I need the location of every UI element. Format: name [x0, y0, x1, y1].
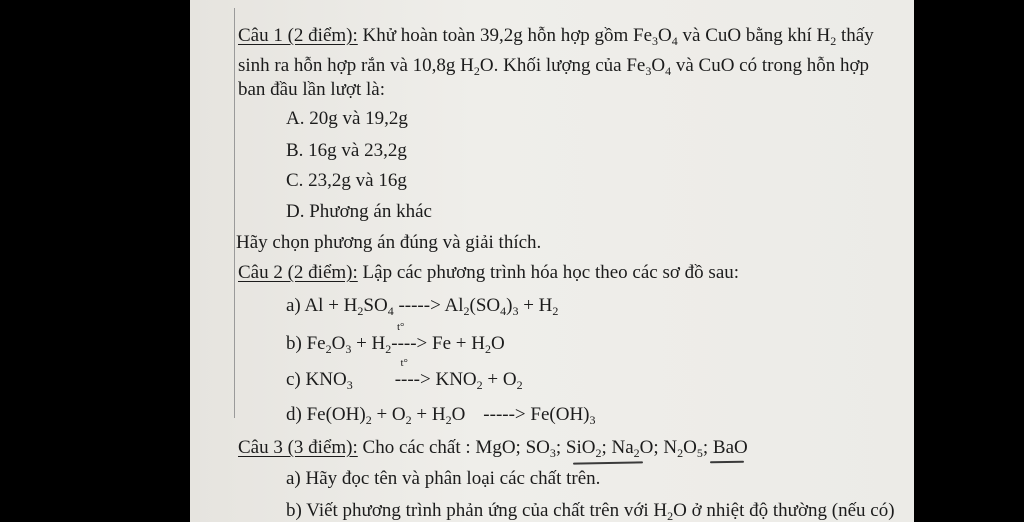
q3-text: ; Na — [601, 437, 634, 458]
subscript: 4 — [500, 304, 507, 318]
subscript: 5 — [696, 446, 703, 460]
margin-rule — [234, 8, 235, 418]
q3-part-b — [286, 500, 895, 522]
q2-intro: Lập các phương trình hóa học theo các sơ đồ sau: — [357, 262, 740, 283]
q2-heading: Câu 2 (2 điểm): — [238, 262, 358, 283]
arrow: -----> — [393, 295, 445, 316]
subscript: 4 — [671, 34, 678, 48]
subscript: 2 — [667, 509, 674, 522]
subscript: 2 — [463, 304, 470, 318]
subscript: 2 — [830, 34, 837, 48]
q1-option-a: A. 20g và 19,2g — [286, 108, 408, 129]
subscript: 2 — [677, 446, 684, 460]
heat-arrow — [391, 321, 411, 355]
eq-text: O — [451, 404, 466, 425]
temperature-label: t° — [397, 321, 405, 333]
q1-text: và CuO bằng khí H — [677, 25, 831, 46]
subscript: 2 — [516, 378, 523, 392]
pen-underline-mark — [710, 461, 744, 464]
q1-text: Khử hoàn toàn 39,2g hỗn hợp gồm Fe — [357, 25, 653, 46]
arrow: --- — [394, 369, 414, 390]
q3-text: O ở nhiệt độ thường (nếu có) — [673, 500, 895, 521]
eq-text: + O — [371, 404, 406, 425]
q1-heading: Câu 1 (2 điểm): — [238, 25, 358, 46]
exam-paper — [190, 0, 914, 522]
q1-text: O — [658, 25, 672, 46]
subscript: 3 — [652, 34, 659, 48]
eq-text: + O — [482, 369, 517, 390]
eq-text: O — [331, 333, 346, 354]
arrow: -----> — [483, 404, 531, 425]
q3-heading-line — [238, 437, 748, 459]
q1-text: và CuO có trong hỗn hợp — [671, 55, 870, 76]
q3-text: ; BaO — [702, 437, 748, 458]
eq-text: KNO — [435, 369, 477, 390]
eq-text: d) Fe(OH) — [286, 404, 366, 425]
eq-text: b) Fe — [286, 333, 326, 354]
temperature-label: t° — [400, 357, 408, 369]
subscript: 4 — [665, 64, 672, 78]
q2-equation-c — [286, 357, 523, 392]
subscript: 2 — [473, 64, 480, 78]
subscript: 3 — [589, 413, 596, 427]
subscript: 2 — [445, 413, 452, 427]
subscript: 2 — [405, 413, 412, 427]
subscript: 2 — [552, 304, 559, 318]
q1-text: sinh ra hỗn hợp rắn và 10,8g H — [238, 55, 474, 76]
eq-text: Fe + H — [432, 333, 485, 354]
eq-text: a) Al + H — [286, 295, 358, 316]
q3-heading: Câu 3 (3 điểm): — [238, 437, 358, 458]
subscript: 2 — [365, 413, 372, 427]
subscript: 2 — [476, 378, 483, 392]
subscript: 2 — [484, 342, 491, 356]
q1-option-c: C. 23,2g và 16g — [286, 170, 407, 191]
eq-text: (SO — [469, 295, 501, 316]
q1-line-3: ban đầu lần lượt là: — [238, 79, 385, 100]
subscript: 3 — [512, 304, 519, 318]
eq-text: O — [490, 333, 505, 354]
q2-heading-line — [238, 262, 739, 284]
eq-text: + H — [411, 404, 446, 425]
arrow: --- — [391, 333, 411, 354]
arrow: -> — [413, 369, 436, 390]
eq-text: c) KNO — [286, 369, 347, 390]
q1-line-2 — [238, 55, 869, 77]
eq-text: Al — [444, 295, 464, 316]
subscript: 2 — [385, 342, 392, 356]
eq-text: Fe(OH) — [530, 404, 590, 425]
q1-line-1 — [238, 25, 874, 47]
heat-arrow — [394, 357, 414, 391]
q3-part-a: a) Hãy đọc tên và phân loại các chất trên. — [286, 468, 601, 489]
subscript: 3 — [549, 446, 556, 460]
arrow: -> — [410, 333, 433, 354]
eq-text: + H — [518, 295, 553, 316]
subscript: 3 — [645, 64, 652, 78]
q2-equation-b — [286, 321, 505, 356]
subscript: 2 — [357, 304, 364, 318]
eq-text: ) — [506, 295, 513, 316]
q3-text: b) Viết phương trình phản ứng của chất trên với H — [286, 500, 668, 521]
pen-underline-mark — [573, 461, 643, 464]
q3-text: ; SiO — [555, 437, 596, 458]
subscript: 2 — [633, 446, 640, 460]
q1-text: thấy — [836, 25, 874, 46]
subscript: 3 — [346, 378, 353, 392]
subscript: 2 — [325, 342, 332, 356]
subscript: 2 — [595, 446, 602, 460]
q1-option-d: D. Phương án khác — [286, 201, 432, 222]
q3-text: O — [683, 437, 697, 458]
q1-text: O — [651, 55, 666, 76]
eq-text: + H — [351, 333, 386, 354]
q1-instruction: Hãy chọn phương án đúng và giải thích. — [236, 232, 542, 253]
q1-option-b: B. 16g và 23,2g — [286, 140, 407, 161]
q3-text: Cho các chất : MgO; SO — [357, 437, 550, 458]
q2-equation-a — [286, 295, 558, 317]
subscript: 3 — [345, 342, 352, 356]
eq-text: SO — [363, 295, 388, 316]
q3-text: O; N — [639, 437, 678, 458]
q1-text: O. Khối lượng của Fe — [479, 55, 646, 76]
subscript: 4 — [387, 304, 394, 318]
q2-equation-d — [286, 404, 596, 426]
